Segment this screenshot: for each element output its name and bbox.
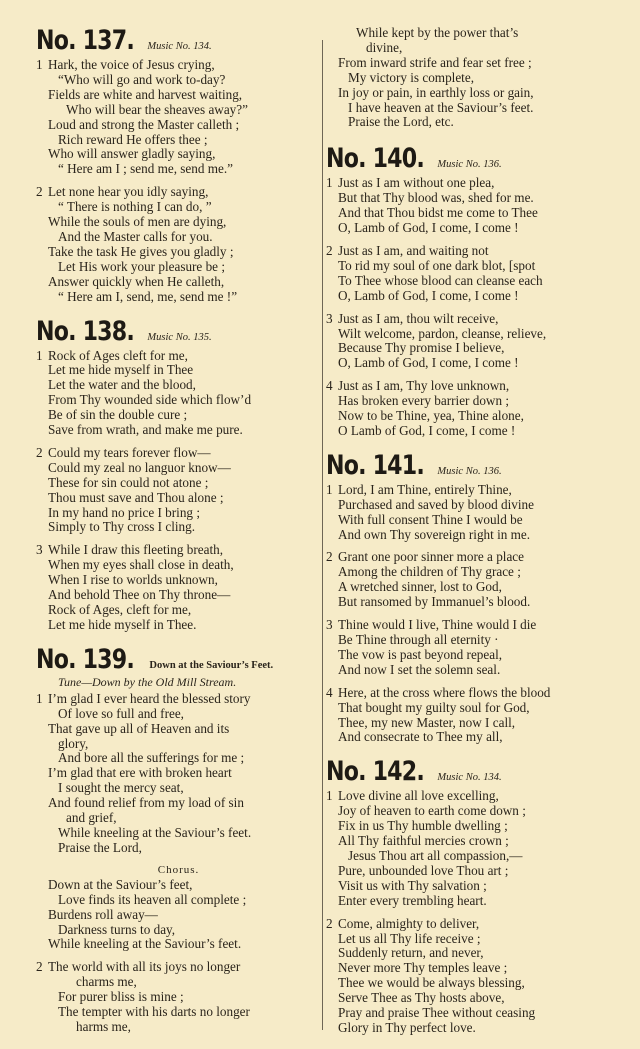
verse-lines [338, 917, 612, 1036]
verse-line: Has broken every barrier down ; [338, 393, 510, 409]
music-reference: Music No. 136. [437, 159, 502, 171]
verse-lines [48, 446, 321, 535]
verse-line: Love divine all love excelling, [338, 788, 499, 804]
verse-number: 1 [36, 690, 43, 706]
verse-lines [338, 379, 612, 439]
verse-line: Be Thine through all eternity · [338, 632, 499, 647]
verse-line: The world with all its joys no longer [48, 959, 241, 975]
tune-line: Tune—Down by the Old Mill Stream. [58, 674, 237, 689]
verse-line: Pray and praise Thee without ceasing [338, 1005, 536, 1021]
verse-number: 3 [326, 617, 333, 633]
verse [326, 244, 612, 304]
verse-lines [338, 176, 612, 236]
verse-line: Enter every trembling heart. [338, 892, 487, 908]
verse [326, 379, 612, 439]
verse-line: To Thee whose blood can cleanse each [338, 272, 543, 288]
hymn-header [326, 757, 612, 787]
verse-line: My victory is complete, [348, 69, 474, 85]
verse-line: And behold Thee on Thy throne— [48, 587, 231, 603]
verse-line: Just as I am, and waiting not [338, 242, 489, 258]
verse-lines [48, 960, 321, 1035]
verse-lines [338, 686, 612, 746]
music-reference: Music No. 136. [437, 465, 502, 477]
verse-number: 1 [36, 57, 43, 72]
verse [36, 185, 321, 304]
verse-line: And the Master calls for you. [58, 228, 213, 244]
verse-line: From Thy wounded side which flow’d [48, 392, 252, 408]
verse-line: Fix in us Thy humble dwelling ; [338, 818, 508, 834]
verse-line: glory, [58, 735, 89, 751]
hymn-title: Down at the Saviour’s Feet. [149, 659, 274, 671]
verse [326, 789, 612, 908]
verse-line: When I rise to worlds unknown, [48, 572, 218, 588]
verse-lines [338, 244, 612, 304]
verse-line: Lord, I am Thine, entirely Thine, [338, 481, 512, 497]
verse-line: Just as I am, thou wilt receive, [338, 310, 499, 326]
verse-line: Jesus Thou art all compassion,— [348, 847, 523, 863]
hymn-140 [326, 144, 612, 439]
verse-line: Rock of Ages, cleft for me, [48, 602, 192, 617]
verse-line: Now to be Thine, yea, Thine alone, [338, 408, 524, 424]
verse-line: When my eyes shall close in death, [48, 557, 234, 573]
verse [36, 543, 321, 632]
verse [36, 349, 321, 438]
verse-line: Hark, the voice of Jesus crying, [48, 57, 215, 72]
chorus-line: Love finds its heaven all complete ; [58, 891, 247, 907]
verse-line: divine, [366, 39, 403, 55]
verse [326, 483, 612, 543]
verse-lines [48, 692, 321, 856]
verse-line: From inward strife and fear set free ; [338, 54, 532, 70]
verse-line: Let me hide myself in Thee [48, 362, 194, 378]
verse-number: 1 [326, 788, 333, 804]
chorus-line: Down at the Saviour’s feet, [48, 876, 193, 892]
verse-line: With full consent Thine I would be [338, 511, 523, 527]
verse-line: Praise the Lord, [58, 839, 142, 855]
hymn-137 [36, 26, 321, 305]
hymn-141 [326, 451, 612, 746]
verse-line: “ Here am I, send, me, send me !” [58, 288, 238, 304]
column-divider [322, 40, 323, 1030]
verse-line: “ There is nothing I can do, ” [58, 199, 212, 215]
hymn-number: No. 139. [36, 643, 134, 675]
verse-line: Thee, my new Master, now I call, [338, 714, 516, 730]
verse-number: 3 [36, 542, 43, 558]
verse [326, 312, 612, 372]
verse-number: 1 [326, 175, 333, 191]
verse-line: Never more Thy temples leave ; [338, 960, 508, 976]
chorus-line: Darkness turns to day, [58, 921, 176, 937]
verse-line: Could my zeal no languor know— [48, 459, 231, 475]
verse-line: Let none hear you idly saying, [48, 184, 209, 200]
verse-number: 4 [326, 378, 333, 394]
verse-line: O Lamb of God, I come, I come ! [338, 422, 516, 438]
hymn-number: No. 140. [326, 143, 424, 175]
verse-line: Take the task He gives you gladly ; [48, 243, 234, 259]
hymn-number: No. 138. [36, 315, 134, 347]
verse-line: Because Thy promise I believe, [338, 340, 505, 356]
verse-line: Who will answer gladly saying, [48, 146, 216, 162]
verse-number: 4 [326, 684, 333, 700]
verse-line: Of love so full and free, [58, 705, 184, 721]
verse-line: Rich reward He offers thee ; [58, 131, 208, 147]
verse-line: Save from wrath, and make me pure. [48, 422, 243, 438]
verse-line: Come, almighty to deliver, [338, 915, 480, 931]
verse-lines [48, 185, 321, 304]
verse-line: And bore all the sufferings for me ; [58, 750, 245, 766]
verse-line: That bought my guilty soul for God, [338, 699, 530, 715]
verse-line: I sought the mercy seat, [58, 780, 184, 796]
verse-line: “Who will go and work to-day? [58, 71, 226, 87]
verse-line: Rock of Ages cleft for me, [48, 347, 188, 363]
hymn-138 [36, 317, 321, 633]
verse-line: Answer quickly when He calleth, [48, 273, 225, 289]
verse-line: And that Thou bidst me come to Thee [338, 205, 538, 221]
verse-line: While kneeling at the Saviour’s feet. [58, 824, 252, 840]
verse-line: The tempter with his darts no longer [58, 1004, 250, 1020]
verse-line: Serve Thee as Thy hosts above, [338, 990, 505, 1006]
verse-lines [338, 312, 612, 372]
verse-lines [48, 543, 321, 632]
hymn-number: No. 137. [36, 25, 134, 56]
hymn-number: No. 142. [326, 756, 424, 788]
verse-line: Let me hide myself in Thee. [48, 616, 197, 632]
hymn-142 [326, 757, 612, 1036]
verse-line: Loud and strong the Master calleth ; [48, 116, 240, 132]
hymn-139-continued [326, 26, 612, 130]
verse-number: 2 [326, 242, 333, 258]
verse-line: All Thy faithful mercies crown ; [338, 833, 509, 849]
left-column [36, 26, 321, 1047]
verse-line: But ransomed by Immanuel’s blood. [338, 594, 531, 610]
verse-line: Purchased and saved by blood divine [338, 496, 534, 512]
verse-line: In my hand no price I bring ; [48, 504, 200, 520]
verse-line: harms me, [76, 1018, 131, 1034]
verse [326, 550, 612, 610]
verse-line: and grief, [66, 810, 117, 826]
verse-lines [338, 550, 612, 610]
verse-line: Be of sin the double cure ; [48, 407, 188, 423]
verse-number: 2 [36, 184, 43, 200]
verse-lines [326, 26, 612, 130]
verse-line: O, Lamb of God, I come, I come ! [338, 355, 519, 371]
verse-line: Praise the Lord, etc. [348, 114, 454, 130]
hymn-number: No. 141. [326, 449, 424, 481]
verse-line: Pure, unbounded love Thou art ; [338, 862, 509, 878]
verse-lines [48, 349, 321, 438]
verse-line: Let us all Thy life receive ; [338, 930, 481, 946]
verse-line: Suddenly return, and never, [338, 945, 484, 961]
verse-line: In joy or pain, in earthly loss or gain, [338, 84, 534, 100]
verse-line: For purer bliss is mine ; [58, 989, 184, 1005]
verse-line: And own Thy sovereign right in me. [338, 526, 531, 542]
verse-line: Thee we would be always blessing, [338, 975, 525, 991]
verse-line: Joy of heaven to earth come down ; [338, 803, 526, 819]
hymn-header [326, 144, 612, 174]
verse [326, 176, 612, 236]
verse-line: Fields are white and harvest waiting, [48, 86, 243, 102]
verse-number: 2 [36, 444, 43, 460]
music-reference: Music No. 134. [437, 772, 502, 784]
verse-number: 1 [326, 481, 333, 497]
verse-number: 3 [326, 310, 333, 326]
verse-line: Thou must save and Thou alone ; [48, 489, 224, 505]
verse-line: I’m glad that ere with broken heart [48, 765, 232, 781]
verse-lines [48, 58, 321, 177]
verse-line: Just as I am, Thy love unknown, [338, 378, 510, 394]
hymn-139 [36, 645, 321, 1035]
verse-line: These for sin could not atone ; [48, 474, 209, 490]
verse [36, 58, 321, 177]
verse-line: And consecrate to Thee my all, [338, 729, 503, 745]
verse-line: While kept by the power that’s [356, 25, 519, 40]
verse-line: Could my tears forever flow— [48, 444, 211, 460]
verse [36, 960, 321, 1035]
verse-line: Glory in Thy perfect love. [338, 1019, 476, 1035]
right-column [326, 26, 612, 1048]
verse-number: 2 [326, 549, 333, 565]
verse-line: That gave up all of Heaven and its [48, 720, 230, 736]
verse-line: Let His work your pleasure be ; [58, 258, 225, 274]
chorus-line: While kneeling at the Saviour’s feet. [48, 936, 242, 952]
verse [326, 618, 612, 678]
verse-lines [338, 618, 612, 678]
verse-line: And found relief from my load of sin [48, 795, 244, 811]
verse [326, 917, 612, 1036]
chorus [48, 878, 321, 953]
hymn-header [36, 645, 321, 675]
verse-line: Let the water and the blood, [48, 377, 196, 393]
verse-line: O, Lamb of God, I come, I come ! [338, 220, 519, 236]
music-reference: Music No. 135. [147, 331, 212, 343]
verse [36, 446, 321, 535]
verse-line: And now I set the solemn seal. [338, 661, 501, 677]
verse-line: While the souls of men are dying, [48, 214, 227, 230]
hymn-header [36, 317, 321, 347]
chorus-label: Chorus. [157, 863, 200, 876]
verse-line: Wilt welcome, pardon, cleanse, relieve, [338, 325, 547, 341]
verse-number: 1 [36, 347, 43, 363]
verse-line: I’m glad I ever heard the blessed story [48, 690, 251, 706]
chorus-line: Burdens roll away— [48, 906, 158, 922]
verse-lines [338, 789, 612, 908]
verse [326, 686, 612, 746]
music-reference: Music No. 134. [147, 41, 212, 52]
verse [36, 692, 321, 856]
verse-line: I have heaven at the Saviour’s feet. [348, 99, 534, 115]
verse-line: Just as I am without one plea, [338, 175, 495, 191]
verse-lines [338, 483, 612, 543]
hymn-header [36, 26, 321, 56]
verse-line: But that Thy blood was, shed for me. [338, 190, 534, 206]
verse-line: A wretched sinner, lost to God, [338, 579, 502, 595]
verse-line: Thine would I live, Thine would I die [338, 617, 537, 633]
verse-line: Who will bear the sheaves away?” [66, 101, 248, 117]
verse-line: “ Here am I ; send me, send me.” [58, 161, 234, 177]
verse-line: O, Lamb of God, I come, I come ! [338, 287, 519, 303]
verse-line: Simply to Thy cross I cling. [48, 519, 196, 535]
verse-line: To rid my soul of one dark blot, [spot [338, 257, 536, 273]
verse-line: Visit us with Thy salvation ; [338, 877, 487, 893]
verse-line: charms me, [76, 974, 137, 990]
verse-line: The vow is past beyond repeal, [338, 646, 503, 662]
verse-line: Among the children of Thy grace ; [338, 564, 521, 580]
verse-number: 2 [36, 959, 43, 975]
verse-line: While I draw this fleeting breath, [48, 542, 224, 558]
verse-number: 2 [326, 915, 333, 931]
verse-line: Grant one poor sinner more a place [338, 549, 525, 565]
hymn-header [326, 451, 612, 481]
verse-line: Here, at the cross where flows the blood [338, 684, 551, 700]
